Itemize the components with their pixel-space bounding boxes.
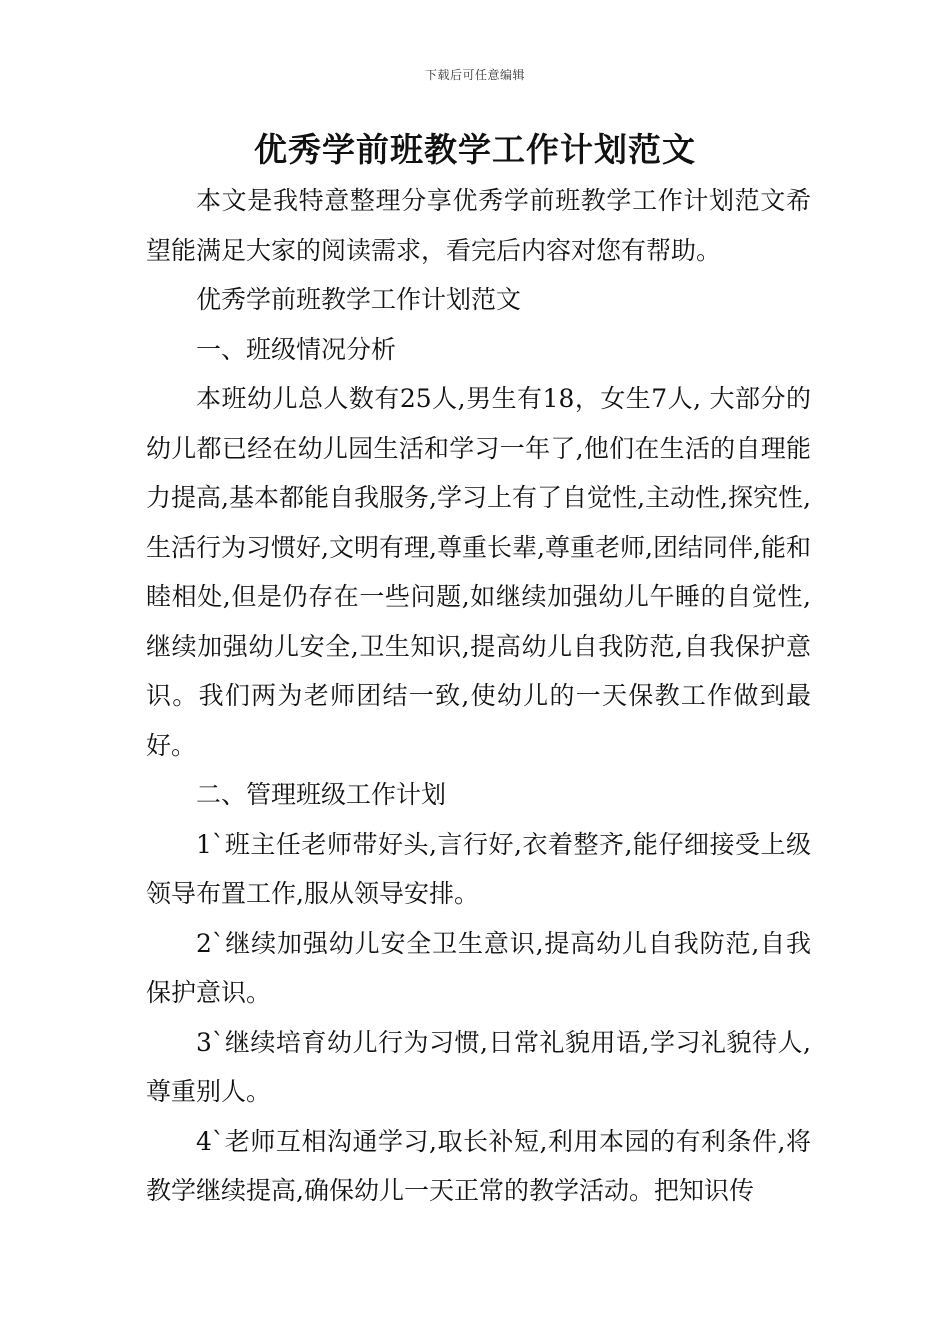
paragraph-class-analysis: 本班幼儿总人数有25人,男生有18，女生7人, 大部分的幼儿都已经在幼儿园生活和学习一年了,他们在生活的自理能力提高,基本都能自我服务,学习上有了自觉性,主动性,探究性,生活行为习惯好,文明有理,尊重长辈,尊重老师,团结同伴,能和睦相处,但是仍存在一些问题,如继续加强幼儿午睡的自觉性,继续加强幼儿安全,卫生知识,提高幼儿自我防范,自我保护意识。我们两为老师团结一致,使幼儿的一天保教工作做到最好。 [146, 384, 811, 760]
section-heading-2: 二、管理班级工作计划 [196, 780, 447, 809]
paragraph-intro: 本文是我特意整理分享优秀学前班教学工作计划范文希望能满足大家的阅读需求，看完后内容对您有帮助。 [146, 186, 811, 265]
document-body [146, 176, 811, 1216]
list-item-4: 4`老师互相沟通学习,取长补短,利用本园的有利条件,将教学继续提高,确保幼儿一天正常的教学活动。把知识传 [146, 1126, 811, 1205]
document-title: 优秀学前班教学工作计划范文 [254, 130, 696, 169]
header-note: 下载后可任意编辑 [424, 68, 525, 82]
paragraph-subtitle: 优秀学前班教学工作计划范文 [196, 285, 522, 314]
list-item-3: 3`继续培育幼儿行为习惯,日常礼貌用语,学习礼貌待人,尊重别人。 [146, 1027, 811, 1106]
list-item-2: 2`继续加强幼儿安全卫生意识,提高幼儿自我防范,自我保护意识。 [146, 928, 811, 1007]
section-heading-1: 一、班级情况分析 [196, 334, 397, 364]
list-item-1: 1`班主任老师带好头,言行好,衣着整齐,能仔细接受上级领导布置工作,服从领导安排。 [146, 829, 811, 908]
